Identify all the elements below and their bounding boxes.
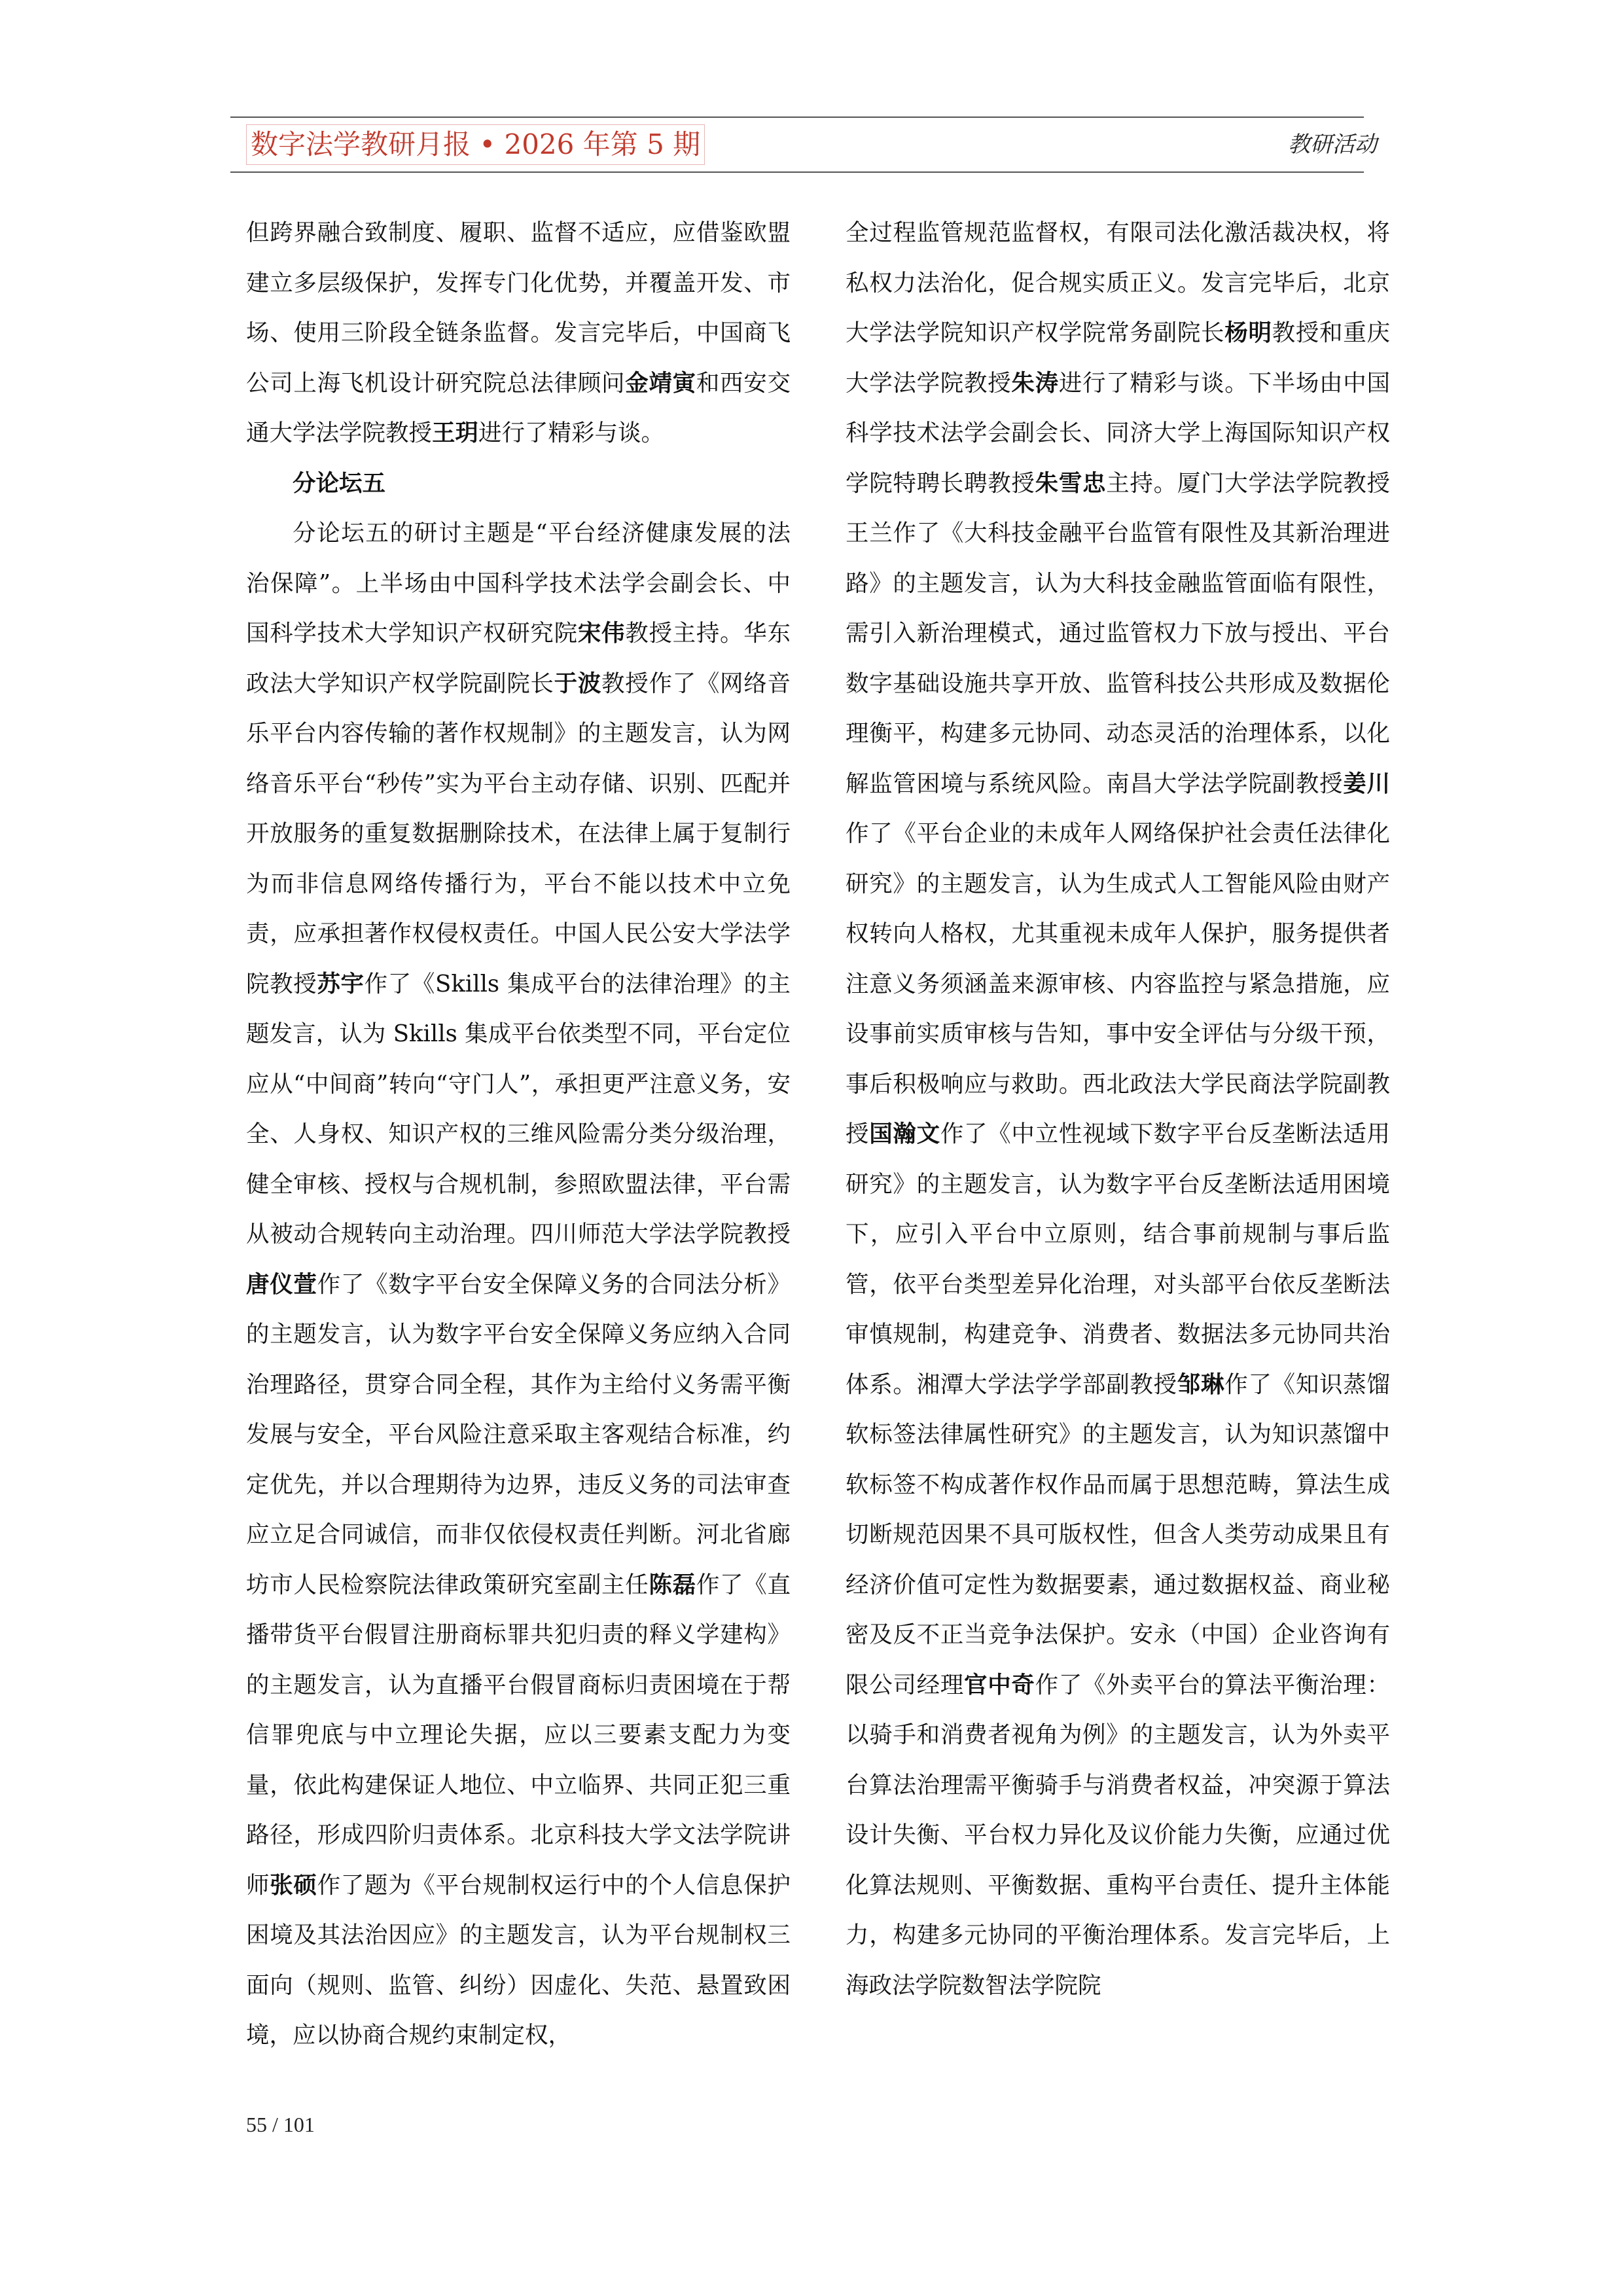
person-name: 朱涛 [1011,369,1059,397]
person-name: 苏宇 [317,970,365,997]
person-name: 朱雪忠 [1035,469,1107,497]
paragraph: 全过程监管规范监督权，有限司法化激活裁决权，将私权力法治化，促合规实质正义。发言完毕后，北京大学法学院知识产权学院常务副院长杨明教授和重庆大学法学院教授朱涛进行了精彩与谈。下半场由中国科学技术法学会副会长、同济大学上海国际知识产权学院特聘长聘教授朱雪忠主持。厦门大学法学院教授王兰作了《大科技金融平台监管有限性及其新治理进路》的主题发言，认为大科技金融监管面临有限性，需引入新治理模式，通过监管权力下放与授出、平台数字基础设施共享开放、监管科技公共形成及数据伦理衡平，构建多元协同、动态灵活的治理体系，以化解监管困境与系统风险。南昌大学法学院副教授姜川作了《平台企业的未成年人网络保护社会责任法律化研究》的主题发言，认为生成式人工智能风险由财产权转向人格权，尤其重视未成年人保护，服务提供者注意义务须涵盖来源审核、内容监控与紧急措施，应设事前实质审核与告知，事中安全评估与分级干预，事后积极响应与救助。西北政法大学民商法学院副教授国瀚文作了《中立性视域下数字平台反垄断法适用研究》的主题发言，认为数字平台反垄断法适用困境下，应引入平台中立原则，结合事前规制与事后监管，依平台类型差异化治理，对头部平台依反垄断法审慎规制，构建竞争、消费者、数据法多元协同共治体系。湘潭大学法学学部副教授邹琳作了《知识蒸馏软标签法律属性研究》的主题发言，认为知识蒸馏中软标签不构成著作权作品而属于思想范畴，算法生成切断规范因果不具可版权性，但含人类劳动成果且有经济价值可定性为数据要素，通过数据权益、商业秘密及反不正当竞争法保护。安永（中国）企业咨询有限公司经理官中奇作了《外卖平台的算法平衡治理：以骑手和消费者视角为例》的主题发言，认为外卖平台算法治理需平衡骑手与消费者权益，冲突源于算法设计失衡、平台权力异化及议价能力失衡，应通过优化算法规则、平衡数据、重构平台责任、提升主体能力，构建多元协同的平衡治理体系。发言完毕后，上海政法学院数智法学院院 [846,219,1390,1999]
person-name: 邹琳 [1177,1371,1225,1398]
person-name: 王玥 [432,420,479,446]
header-rule-bottom [230,171,1364,173]
section-title: 教研活动 [1288,132,1377,158]
journal-title: 数字法学教研月报 • 2026 年第 5 期 [246,124,705,165]
person-name: 陈磊 [649,1571,696,1598]
person-name: 于波 [554,670,602,697]
person-name: 唐仪萱 [246,1270,317,1298]
page-number: 55 / 101 [246,2113,315,2136]
person-name: 姜川 [1343,770,1390,797]
left-column [246,208,791,2061]
right-column [846,208,1390,2011]
section-heading: 分论坛五 [293,469,386,497]
person-name: 国瀚文 [869,1121,940,1147]
paragraph: 但跨界融合致制度、履职、监督不适应，应借鉴欧盟建立多层级保护，发挥专门化优势，并覆盖开发、市场、使用三阶段全链条监督。发言完毕后，中国商飞公司上海飞机设计研究院总法律顾问金靖寅和西安交通大学法学院教授王玥进行了精彩与谈。 [246,219,791,446]
header-rule-top [230,117,1364,118]
person-name: 官中奇 [964,1671,1035,1698]
paragraph: 分论坛五的研讨主题是“平台经济健康发展的法治保障”。上半场由中国科学技术法学会副会长、中国科学技术大学知识产权研究院宋伟教授主持。华东政法大学知识产权学院副院长于波教授作了《网络音乐平台内容传输的著作权规制》的主题发言，认为网络音乐平台“秒传”实为平台主动存储、识别、匹配并开放服务的重复数据删除技术，在法律上属于复制行为而非信息网络传播行为，平台不能以技术中立免责，应承担著作权侵权责任。中国人民公安大学法学院教授苏宇作了《Skills 集成平台的法律治理》的主题发言，认为 Skills 集成平台依类型不同，平台定位应从“中间商”转向“守门人”，承担更严注意义务，安全、人身权、知识产权的三维风险需分类分级治理，健全审核、授权与合规机制，参照欧盟法律，平台需从被动合规转向主动治理。四川师范大学法学院教授唐仪萱作了《数字平台安全保障义务的合同法分析》的主题发言，认为数字平台安全保障义务应纳入合同治理路径，贯穿合同全程，其作为主给付义务需平衡发展与安全，平台风险注意采取主客观结合标准，约定优先，并以合理期待为边界，违反义务的司法审查应立足合同诚信，而非仅依侵权责任判断。河北省廊坊市人民检察院法律政策研究室副主任陈磊作了《直播带货平台假冒注册商标罪共犯归责的释义学建构》的主题发言，认为直播平台假冒商标归责困境在于帮信罪兜底与中立理论失据，应以三要素支配力为变量，依此构建保证人地位、中立临界、共同正犯三重路径，形成四阶归责体系。北京科技大学文法学院讲师张硕作了题为《平台规制权运行中的个人信息保护困境及其法治因应》的主题发言，认为平台规制权三面向（规则、监管、纠纷）因虚化、失范、悬置致困境，应以协商合规约束制定权， [246,520,791,2049]
person-name: 金靖寅 [625,369,696,397]
person-name: 张硕 [270,1871,317,1899]
person-name: 杨明 [1224,319,1272,346]
person-name: 宋伟 [577,620,626,647]
